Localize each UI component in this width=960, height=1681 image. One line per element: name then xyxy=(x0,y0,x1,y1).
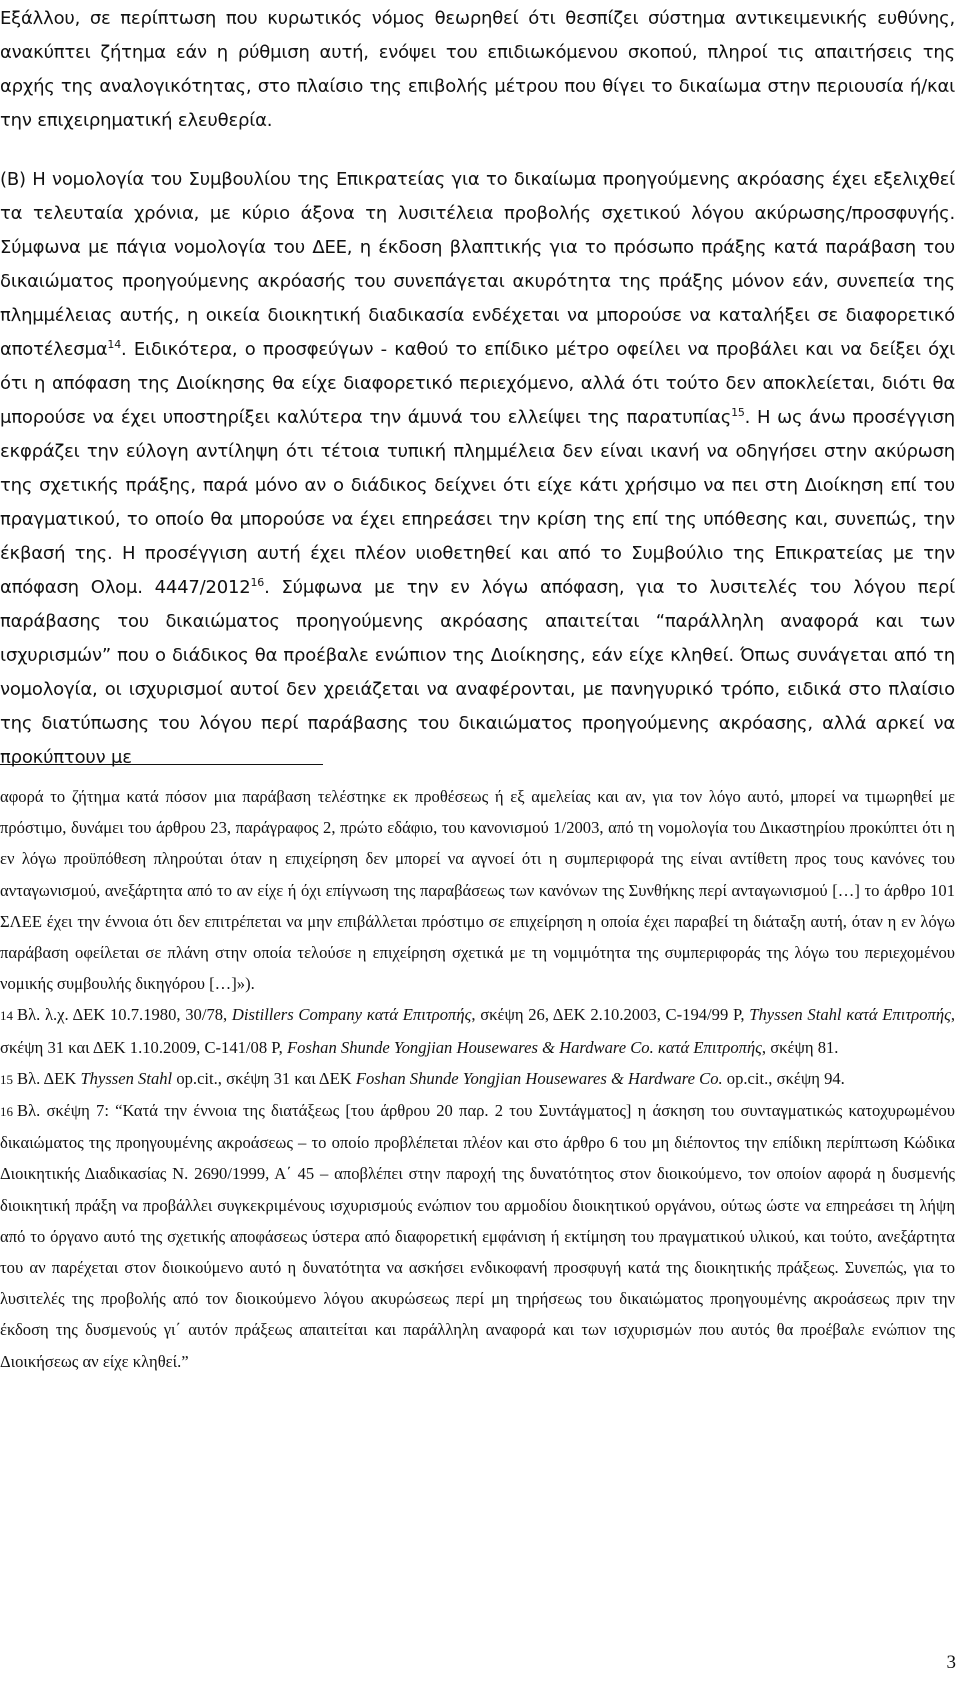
footnote-15-number: 15 xyxy=(0,1071,13,1087)
footnote-15-case-2: Foshan Shunde Yongjian Housewares & Hardware Co. xyxy=(355,1068,723,1088)
footnote-15-text: op.cit., σκέψη 31 και ΔΕΚ xyxy=(172,1068,356,1088)
footnote-16-number: 16 xyxy=(0,1104,13,1120)
footnote-14-text: , σκέψη 81. xyxy=(761,1037,839,1057)
footnote-16 xyxy=(0,1095,955,1377)
footnote-15-case-1: Thyssen Stahl xyxy=(80,1068,173,1088)
main-text xyxy=(0,2,955,775)
paragraph-2-part-b: . Ειδικότερα, ο προσφεύγων - καθού το επίδικο μέτρο οφείλει να προβάλει και να δείξει όχι ότι η απόφαση της Διοίκησης θα είχε διαφορετικό περιεχόμενο, αλλά ότι τούτο δεν αποκλείεται, διότι θα μπορούσε να έχει υποστηρίξει καλύτερα την άμυνά του ελλείψει της παρατυπίας xyxy=(0,339,955,428)
paragraph-1: Εξάλλου, σε περίπτωση που κυρωτικός νόμος θεωρηθεί ότι θεσπίζει σύστημα αντικειμενικής ευθύνης, ανακύπτει ζήτημα εάν η ρύθμιση αυτή, ενόψει του επιδιωκόμενου σκοπού, πληροί τις απαιτήσεις της αρχής της αναλογικότητας, στο πλαίσιο της επιβολής μέτρου που θίγει το δικαίωμα στην περιουσία ή/και την επιχειρηματική ελευθερία. xyxy=(0,8,955,131)
footnote-separator xyxy=(0,764,323,765)
paragraph-2-part-c: . Η ως άνω προσέγγιση εκφράζει την εύλογη αντίληψη ότι τέτοια τυπική πλημμέλεια δεν είναι ικανή να οδηγήσει στην ακύρωση της σχετικής πράξης, παρά μόνο αν ο διάδικος δείχνει ότι είχε κάτι χρήσιμο να πει στη Διοίκηση επί του πραγματικού, το οποίο θα μπορούσε να έχει επηρεάσει την κρίση της επί της υπόθεσης και, συνεπώς, την έκβασή της. Η προσέγγιση αυτή έχει πλέον υιοθετηθεί και από το Συμβούλιο της Επικρατείας με την απόφαση Ολομ. 4447/2012 xyxy=(0,407,955,598)
footnote-14-case-2: Thyssen Stahl κατά Επιτροπής xyxy=(749,1005,951,1025)
page-number: 3 xyxy=(946,1652,956,1673)
footnote-14-text: , σκέψη 26, ΔΕΚ 2.10.2003, C-194/99 P, xyxy=(471,1005,750,1025)
footnote-14-text: , σκέψη 31 και ΔΕΚ 1.10.2009, C-141/08 P, xyxy=(0,1005,955,1057)
footnote-14-case-3: Foshan Shunde Yongjian Housewares & Hardware Co. κατά Επιτροπής xyxy=(286,1037,762,1057)
footnote-14 xyxy=(0,999,955,1062)
paragraph-2 xyxy=(0,163,955,775)
footnote-14-case-1: Distillers Company κατά Επιτροπής xyxy=(231,1005,472,1025)
paragraph-2-part-d: . Σύμφωνα με την εν λόγω απόφαση, για το λυσιτελές του λόγου περί παράβασης του δικαιώματος προηγούμενης ακρόασης απαιτείται “παράλληλη αναφορά και των ισχυρισμών” που ο διάδικος θα προέβαλε ενώπιον της Διοίκησης, εάν είχε κληθεί. Όπως συνάγεται από τη νομολογία, οι ισχυρισμοί αυτοί δεν χρειάζεται να αναφέρονται, με πανηγυρικό τρόπο, ειδικά στο πλαίσιο της διατύπωσης του λόγου περί παράβασης του δικαιώματος προηγούμενης ακρόασης, αλλά αρκεί να προκύπτουν με xyxy=(0,577,955,768)
paragraph-2-part-a: (Β) Η νομολογία του Συμβουλίου της Επικρατείας για το δικαίωμα προηγούμενης ακρόασης έχει εξελιχθεί τα τελευταία χρόνια, με κύριο άξονα τη λυσιτέλεια προβολής σχετικού λόγου ακύρωσης/προσφυγής. Σύμφωνα με πάγια νομολογία του ΔΕΕ, η έκδοση βλαπτικής για το πρόσωπο πράξης κατά παράβαση του δικαιώματος προηγούμενης ακρόασής του συνεπάγεται ακυρότητα της πράξης μόνον εάν, συνεπεία της πλημμέλειας αυτής, η οικεία διοικητική διαδικασία ενδέχεται να μπορούσε να καταλήξει σε διαφορετικό αποτέλεσμα xyxy=(0,169,955,360)
footnote-ref-14[interactable]: 14 xyxy=(107,338,121,351)
footnotes xyxy=(0,781,955,1377)
footnote-ref-15[interactable]: 15 xyxy=(731,406,745,419)
footnote-15-text: Βλ. ΔΕΚ xyxy=(17,1068,81,1088)
footnote-14-text: Βλ. λ.χ. ΔΕΚ 10.7.1980, 30/78, xyxy=(17,1005,232,1025)
footnote-16-text: Βλ. σκέψη 7: “Κατά την έννοια της διατάξεως [του άρθρου 20 παρ. 2 του Συντάγματος] η άσκηση του συνταγματικώς κατοχυρωμένου δικαιώματος της προηγουμένης ακροάσεως – το οποίο προβλέπεται πλέον και στο άρθρο 6 του μη διέποντος την επίδικη περίπτωση Κώδικα Διοικητικής Διαδικασίας Ν. 2690/1999, Α΄ 45 – αποβλέπει στην παροχή της δυνατότητος στον διοικούμενο, τον οποίον αφορά η δυσμενής διοικητική πράξη να προβάλλει συγκεκριμένους ισχυρισμούς ενώπιον του αρμοδίου διοικητικού οργάνου, ούτως ώστε να επηρεάσει τη λήψη από το όργανο αυτό της σχετικής αποφάσεως ύστερα από διαφορετική εμφάνιση ή εκτίμηση του πραγματικού υλικού, και τούτο, ανεξάρτητα του αν παρέχεται στον διοικούμενο αυτό η δυνατότητα να ασκήσει ενδικοφανή προσφυγή κατά της διοικητικής πράξεως. Συνεπώς, για το λυσιτελές της προβολής από τον διοικούμενο λόγου ακυρώσεως περί μη τηρήσεως του δικαιώματος προηγουμένης ακροάσεως πριν την έκδοση της δυσμενούς γι΄ αυτόν πράξεως απαιτείται και παράλληλη αναφορά και των ισχυρισμών που αυτός θα προέβαλε ενώπιον της Διοικήσεως αν είχε κληθεί.” xyxy=(0,1101,955,1371)
footnote-15 xyxy=(0,1063,955,1095)
footnote-continuation: αφορά το ζήτημα κατά πόσον μια παράβαση τελέστηκε εκ προθέσεως ή εξ αμελείας και αν, για τον λόγο αυτό, μπορεί να τιμωρηθεί με πρόστιμο, δυνάμει του άρθρου 23, παράγραφος 2, πρώτο εδάφιο, του κανονισμού 1/2003, από τη νομολογία του Δικαστηρίου προκύπτει ότι η εν λόγω προϋπόθεση πληρούται όταν η επιχείρηση δεν μπορεί να αγνοεί ότι η συμπεριφορά της είναι αντίθετη προς τους κανόνες του ανταγωνισμού, ανεξάρτητα από το αν είχε ή όχι επίγνωση της παραβάσεως των κανόνων της Συνθήκης περί ανταγωνισμού […] το άρθρο 101 ΣΛΕΕ έχει την έννοια ότι δεν επιτρέπεται να μην επιβάλλεται πρόστιμο σε επιχείρηση η οποία έχει παραβεί τη διάταξη αυτή, όταν η εν λόγω παράβαση οφείλεται σε πλάνη στην οποία τελούσε η επιχείρηση σχετικά με τη νομιμότητα της συμπεριφοράς της λόγω του περιεχομένου νομικής συμβουλής δικηγόρου […]»). xyxy=(0,787,955,994)
footnote-ref-16[interactable]: 16 xyxy=(250,576,265,589)
footnote-15-text: op.cit., σκέψη 94. xyxy=(722,1068,845,1088)
footnote-14-number: 14 xyxy=(0,1008,13,1024)
